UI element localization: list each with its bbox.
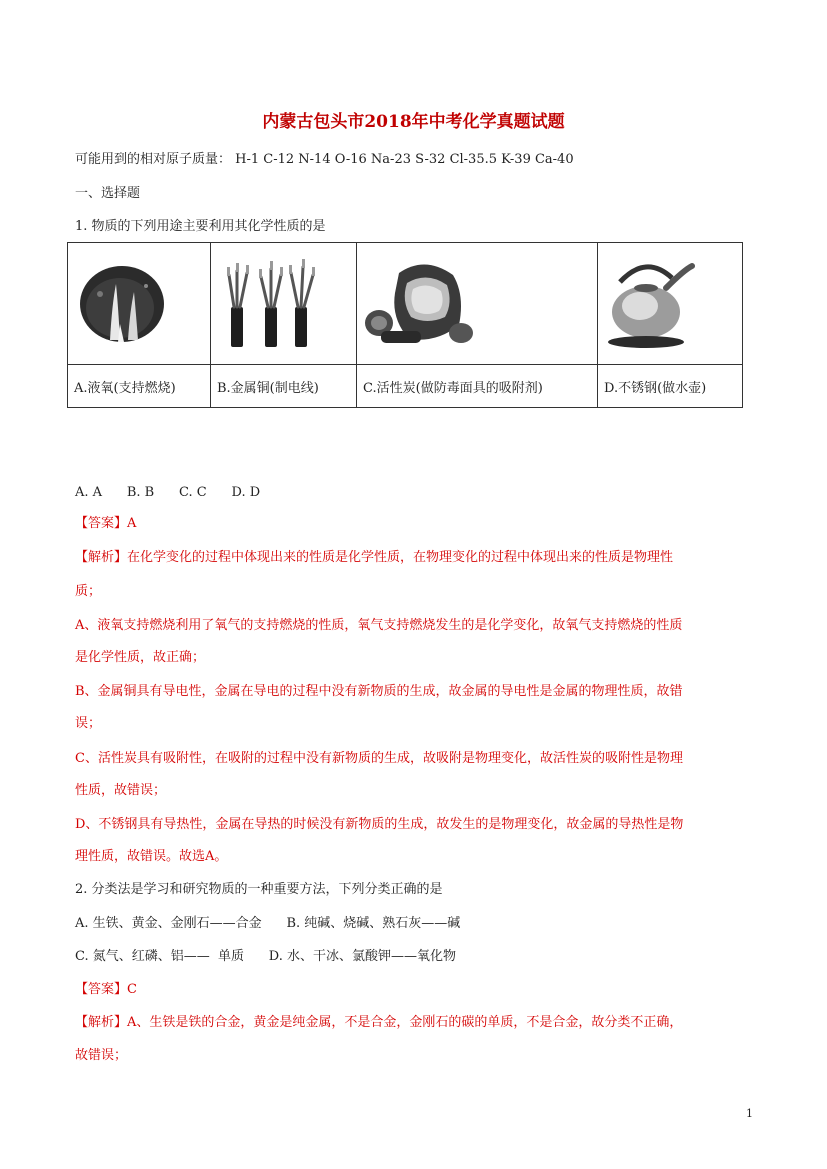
- q2-option-row: A. 生铁、黄金、金刚石——合金 B. 纯碱、烧碱、熟石灰——碱: [75, 916, 461, 931]
- gas-mask-image: [357, 243, 598, 365]
- q2-analysis-line: 【解析】A、生铁是铁的合金，黄金是纯金属，不是合金，金刚石的碳的单质，不是合金，故分类不正确，: [75, 1015, 683, 1030]
- q1-option-table: [67, 242, 743, 408]
- option-d-label: D.不锈钢(做水壶): [598, 365, 743, 408]
- q1-analysis-line: C、活性炭具有吸附性，在吸附的过程中没有新物质的生成，故吸附是物理变化，故活性炭的吸附性是物理: [75, 751, 683, 766]
- q1-analysis-line: 【解析】在化学变化的过程中体现出来的性质是化学性质，在物理变化的过程中体现出来的性质是物理性: [75, 550, 674, 565]
- q1-analysis-line: D、不锈钢具有导热性，金属在导热的时候没有新物质的生成，故发生的是物理变化，故金属的导热性是物: [75, 817, 684, 832]
- atomic-masses: 可能用到的相对原子质量： H-1 C-12 N-14 O-16 Na-23 S-32 Cl-35.5 K-39 Ca-40: [75, 152, 574, 167]
- option-a-label: A.液氧(支持燃烧): [68, 365, 211, 408]
- q1-choices: A. A B. B C. C D. D: [75, 485, 261, 500]
- q1-analysis-line: B、金属铜具有导电性，金属在导电的过程中没有新物质的生成，故金属的导电性是金属的物理性质，故错: [75, 684, 683, 699]
- q1-analysis-line: 是化学性质，故正确；: [75, 650, 206, 665]
- option-c-label: C.活性炭(做防毒面具的吸附剂): [357, 365, 598, 408]
- page-number: 1: [746, 1107, 753, 1120]
- q1-answer: 【答案】A: [75, 516, 137, 531]
- q2-stem: 2. 分类法是学习和研究物质的一种重要方法，下列分类正确的是: [75, 882, 443, 897]
- q1-analysis-line: 质；: [75, 584, 102, 599]
- q1-analysis-line: 误；: [75, 716, 102, 731]
- option-b-label: B.金属铜(制电线): [211, 365, 357, 408]
- q1-analysis-line: 性质，故错误；: [75, 783, 167, 798]
- stainless-kettle-image: [598, 243, 743, 365]
- q2-answer: 【答案】C: [75, 982, 137, 997]
- q1-stem: 1. 物质的下列用途主要利用其化学性质的是: [75, 219, 326, 234]
- liquid-oxygen-image: [68, 243, 211, 365]
- q2-option-row: C. 氮气、红磷、铝—— 单质 D. 水、干冰、氯酸钾——氧化物: [75, 949, 457, 964]
- page-title: 内蒙古包头市2018年中考化学真题试题: [262, 112, 565, 132]
- q1-analysis-line: 理性质，故错误。故选A。: [75, 849, 228, 864]
- copper-wire-image: [211, 243, 357, 365]
- q2-analysis-line: 故错误；: [75, 1048, 128, 1063]
- q1-analysis-line: A、液氧支持燃烧利用了氧气的支持燃烧的性质，氧气支持燃烧发生的是化学变化，故氧气支持燃烧的性质: [75, 618, 683, 633]
- section-heading: 一、选择题: [75, 186, 141, 201]
